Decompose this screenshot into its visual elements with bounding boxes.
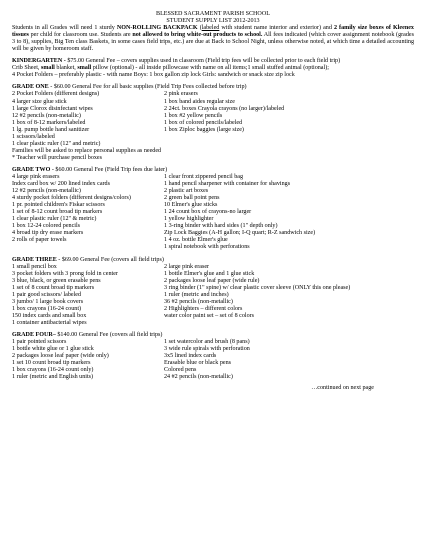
grade-two-list <box>12 174 414 252</box>
grade-two-section <box>12 167 414 252</box>
list-item <box>12 278 414 285</box>
list-item <box>12 271 414 278</box>
list-item <box>12 339 414 346</box>
supply-item-right: Erasable blue or black pens <box>164 360 232 367</box>
supply-item-left: 1 container antibacterial wipes <box>12 319 87 326</box>
grade-four-heading: GRADE FOUR– $140.00 General Fee (covers all field trips) <box>12 331 163 338</box>
kindergarten-section <box>12 58 414 79</box>
supply-item-right: 2 plastic art boxes <box>164 188 209 195</box>
supply-item-right: 24 #2 pencils (non-metallic) <box>164 374 233 381</box>
list-item <box>12 141 414 148</box>
list-item <box>12 244 414 251</box>
list-item <box>12 106 414 113</box>
list-title: STUDENT SUPPLY LIST 2012-2013 <box>166 18 260 25</box>
supply-item-right: 1 yellow highlighter <box>164 216 214 223</box>
supply-item-right: 1 set watercolor and brush (8 pans) <box>164 339 250 346</box>
supply-item-left: 3 blue, black, or green erasable pens <box>12 277 101 284</box>
list-item <box>12 264 414 271</box>
supply-item-left: 4 broad tip dry erase markers <box>12 230 84 237</box>
supply-item-left: 1 small pencil box <box>12 263 57 270</box>
grade-three-section <box>12 257 414 327</box>
continued-note: …continued on next page <box>311 385 374 392</box>
supply-item-right: 1 ruler (metric and inches) <box>164 291 229 298</box>
kindergarten-line-3: 4 Pocket Folders – preferably plastic - with name Boys: 1 box gallon zip lock Girls: sandwich or snack size zip lock <box>12 72 295 79</box>
list-item <box>12 91 414 98</box>
supply-item-right: 3x5 lined index cards <box>164 353 217 360</box>
list-item <box>12 99 414 106</box>
list-item <box>12 113 414 120</box>
supply-item-right: 2 pink erasers <box>164 91 198 98</box>
supply-item-left: 1 box crayons (16-24 count only) <box>12 367 94 374</box>
supply-item-right: 1 spiral notebook with perforations <box>164 244 250 251</box>
list-item <box>12 195 414 202</box>
list-item <box>12 292 414 299</box>
supply-item-right <box>164 134 414 141</box>
supply-item-right: 1 24 count box of crayons-no larger <box>164 209 252 216</box>
supply-item-left: 2 rolls of paper towels <box>12 237 67 244</box>
grade-four-section <box>12 332 414 381</box>
list-item <box>12 230 414 237</box>
grade-one-note-2: * Teacher will purchase pencil boxes <box>12 154 102 161</box>
supply-item-left: 1 set of 8 count broad tip markers <box>12 284 95 291</box>
grade-one-heading: GRADE ONE - $60.00 General Fee for all basic supplies (Field Trip Fees collected before trip) <box>12 84 247 91</box>
supply-item-left: 1 clear plastic ruler (12" & metric) <box>12 216 97 223</box>
supply-item-right: 2 Highlighters – different colors <box>164 305 243 312</box>
supply-item-right: 1 box of colored pencils/labeled <box>164 119 243 126</box>
grade-three-heading: GRADE THREE - $69.00 General Fee (covers all field trips) <box>12 256 164 263</box>
supply-item-left: 4 larger size glue stick <box>12 98 67 105</box>
supply-item-left: 4 sturdy pocket folders (different designs/colors) <box>12 195 131 202</box>
kindergarten-line-2: Crib Sheet, small blanket, small pillow (optional) - all inside pillowcase with name on all items;1 small stuffed animal (optional); <box>12 65 329 72</box>
supply-item-left: Index card box w/ 200 lined index cards <box>12 181 110 188</box>
supply-item-right <box>164 141 414 148</box>
supply-item-left: 1 set 10 count broad tip markers <box>12 360 91 367</box>
supply-item-left: 1 set of 8-12 count broad tip markers <box>12 209 103 216</box>
supply-item-left: 12 #2 pencils (non-metallic) <box>12 112 81 119</box>
list-item <box>12 127 414 134</box>
intro-paragraph: Students in all Grades will need 1 sturdy NON-ROLLING BACKPACK (labeled with student name interior and exterior) and 2 family size boxes of Kleenex tissues per child for classroom use. Students are not allowed to bring white-out products to school. All fees indicated (which cover assignment notebook (grades 3 to 8), supplies, Big Ten class Baskets, in some cases field trips, etc.) are due at Back to School Night, unless otherwise noted, at which time a detailed accounting will be given by homeroom staff. <box>12 25 414 53</box>
grade-one-note-1: Families will be asked to replace personal supplies as needed <box>12 147 162 154</box>
list-item <box>12 320 414 327</box>
supply-item-right: 1 clear front zippered pencil bag <box>164 173 244 180</box>
supply-item-left: 1 scissors/labeled <box>12 133 55 140</box>
supply-item-right: 1 bottle Elmer's glue and 1 glue stick <box>164 270 255 277</box>
supply-item-left: 2 Pocket Folders (different designs) <box>12 91 100 98</box>
supply-item-left: 1 pr. pointed children's Fiskar scissors <box>12 202 105 209</box>
supply-item-right: 10 Elmer's glue sticks <box>164 202 218 209</box>
supply-item-right: 3 wide rule spirals with perforation <box>164 346 250 353</box>
supply-item-left: 2 packages loose leaf paper (wide only) <box>12 353 109 360</box>
supply-item-right: 2 large pink eraser <box>164 263 210 270</box>
supply-item-left: 1 pair good scissors/ labeled <box>12 291 82 298</box>
supply-item-left: 1 box of 8-12 markers/labeled <box>12 119 86 126</box>
list-item <box>12 313 414 320</box>
list-item <box>12 134 414 141</box>
grade-two-heading: GRADE TWO - $60.00 General Fee (Field Trip fees due later) <box>12 166 168 173</box>
list-item <box>12 120 414 127</box>
supply-item-left: 1 box crayons (16-24 count) <box>12 305 82 312</box>
supply-item-right: 36 #2 pencils (non-metallic) <box>164 298 233 305</box>
supply-item-right: water color paint set – set of 8 colors <box>164 312 255 319</box>
list-item <box>12 374 414 381</box>
supply-item-right: Colored pens <box>164 367 197 374</box>
supply-item-right: 1 3-ring binder with hard sides (1" depth only) <box>164 223 278 230</box>
supply-item-right: 2 green ball point pens <box>164 195 220 202</box>
supply-item-left: 4 large pink erasers <box>12 173 60 180</box>
grade-one-section <box>12 84 414 162</box>
supply-item-left: 1 bottle white glue or 1 glue stick <box>12 346 94 353</box>
supply-item-right: 1 4 oz. bottle Elmer's glue <box>164 237 228 244</box>
list-item <box>12 285 414 292</box>
supply-item-left: 12 #2 pencils (non-metallic) <box>12 188 81 195</box>
supply-item-left: 3 jumbo/ 1 large book covers <box>12 298 84 305</box>
supply-item-right: 1 box band aides regular size <box>164 98 235 105</box>
supply-item-right: 2 24ct. boxes Crayola crayons (no larger)/labeled <box>164 105 285 112</box>
supply-item-left: 1 pair pointed scissors <box>12 339 67 346</box>
supply-item-left: 1 large Clorox disinfectant wipes <box>12 105 93 112</box>
supply-item-right: Zip Lock Baggies (A-H gallon; I-Q quart; R-Z sandwich size) <box>164 230 316 237</box>
supply-item-left: 3 pocket folders with 3 prong fold in center <box>12 270 118 277</box>
supply-item-left: 1 lg. pump bottle hand sanitizer <box>12 126 90 133</box>
list-item <box>12 306 414 313</box>
kindergarten-heading: KINDERGARTEN - $75.00 General Fee – covers supplies used in classroom (Field trip fees will be collected prior to each field trip) <box>12 58 341 65</box>
supply-item-left: 150 index cards and small box <box>12 312 87 319</box>
supply-item-left: 1 box 12-24 colored pencils <box>12 223 81 230</box>
supply-item-left <box>12 244 164 251</box>
supply-item-right: 3 ring binder (1" spine) w/ clear plastic cover sleeve (ONLY this one please) <box>164 284 351 291</box>
supply-item-left: 1 clear plastic ruler (12" and metric) <box>12 140 101 147</box>
supply-item-left: 1 ruler (metric and English units) <box>12 374 94 381</box>
grade-four-list <box>12 339 414 381</box>
list-item <box>12 174 414 181</box>
list-item <box>12 353 414 360</box>
supply-item-right <box>164 320 414 327</box>
supply-item-right: 2 packages loose leaf paper (wide rule) <box>164 277 260 284</box>
grade-three-list <box>12 264 414 327</box>
list-item <box>12 299 414 306</box>
school-name: BLESSED SACRAMENT PARISH SCHOOL <box>156 11 270 17</box>
supply-item-right: 1 box #2 yellow pencils <box>164 112 223 119</box>
supply-item-right: 1 hand pencil sharpener with container for shavings <box>164 181 291 188</box>
grade-one-list <box>12 91 414 147</box>
supply-item-right: 1 box Ziploc baggies (large size) <box>164 126 244 133</box>
